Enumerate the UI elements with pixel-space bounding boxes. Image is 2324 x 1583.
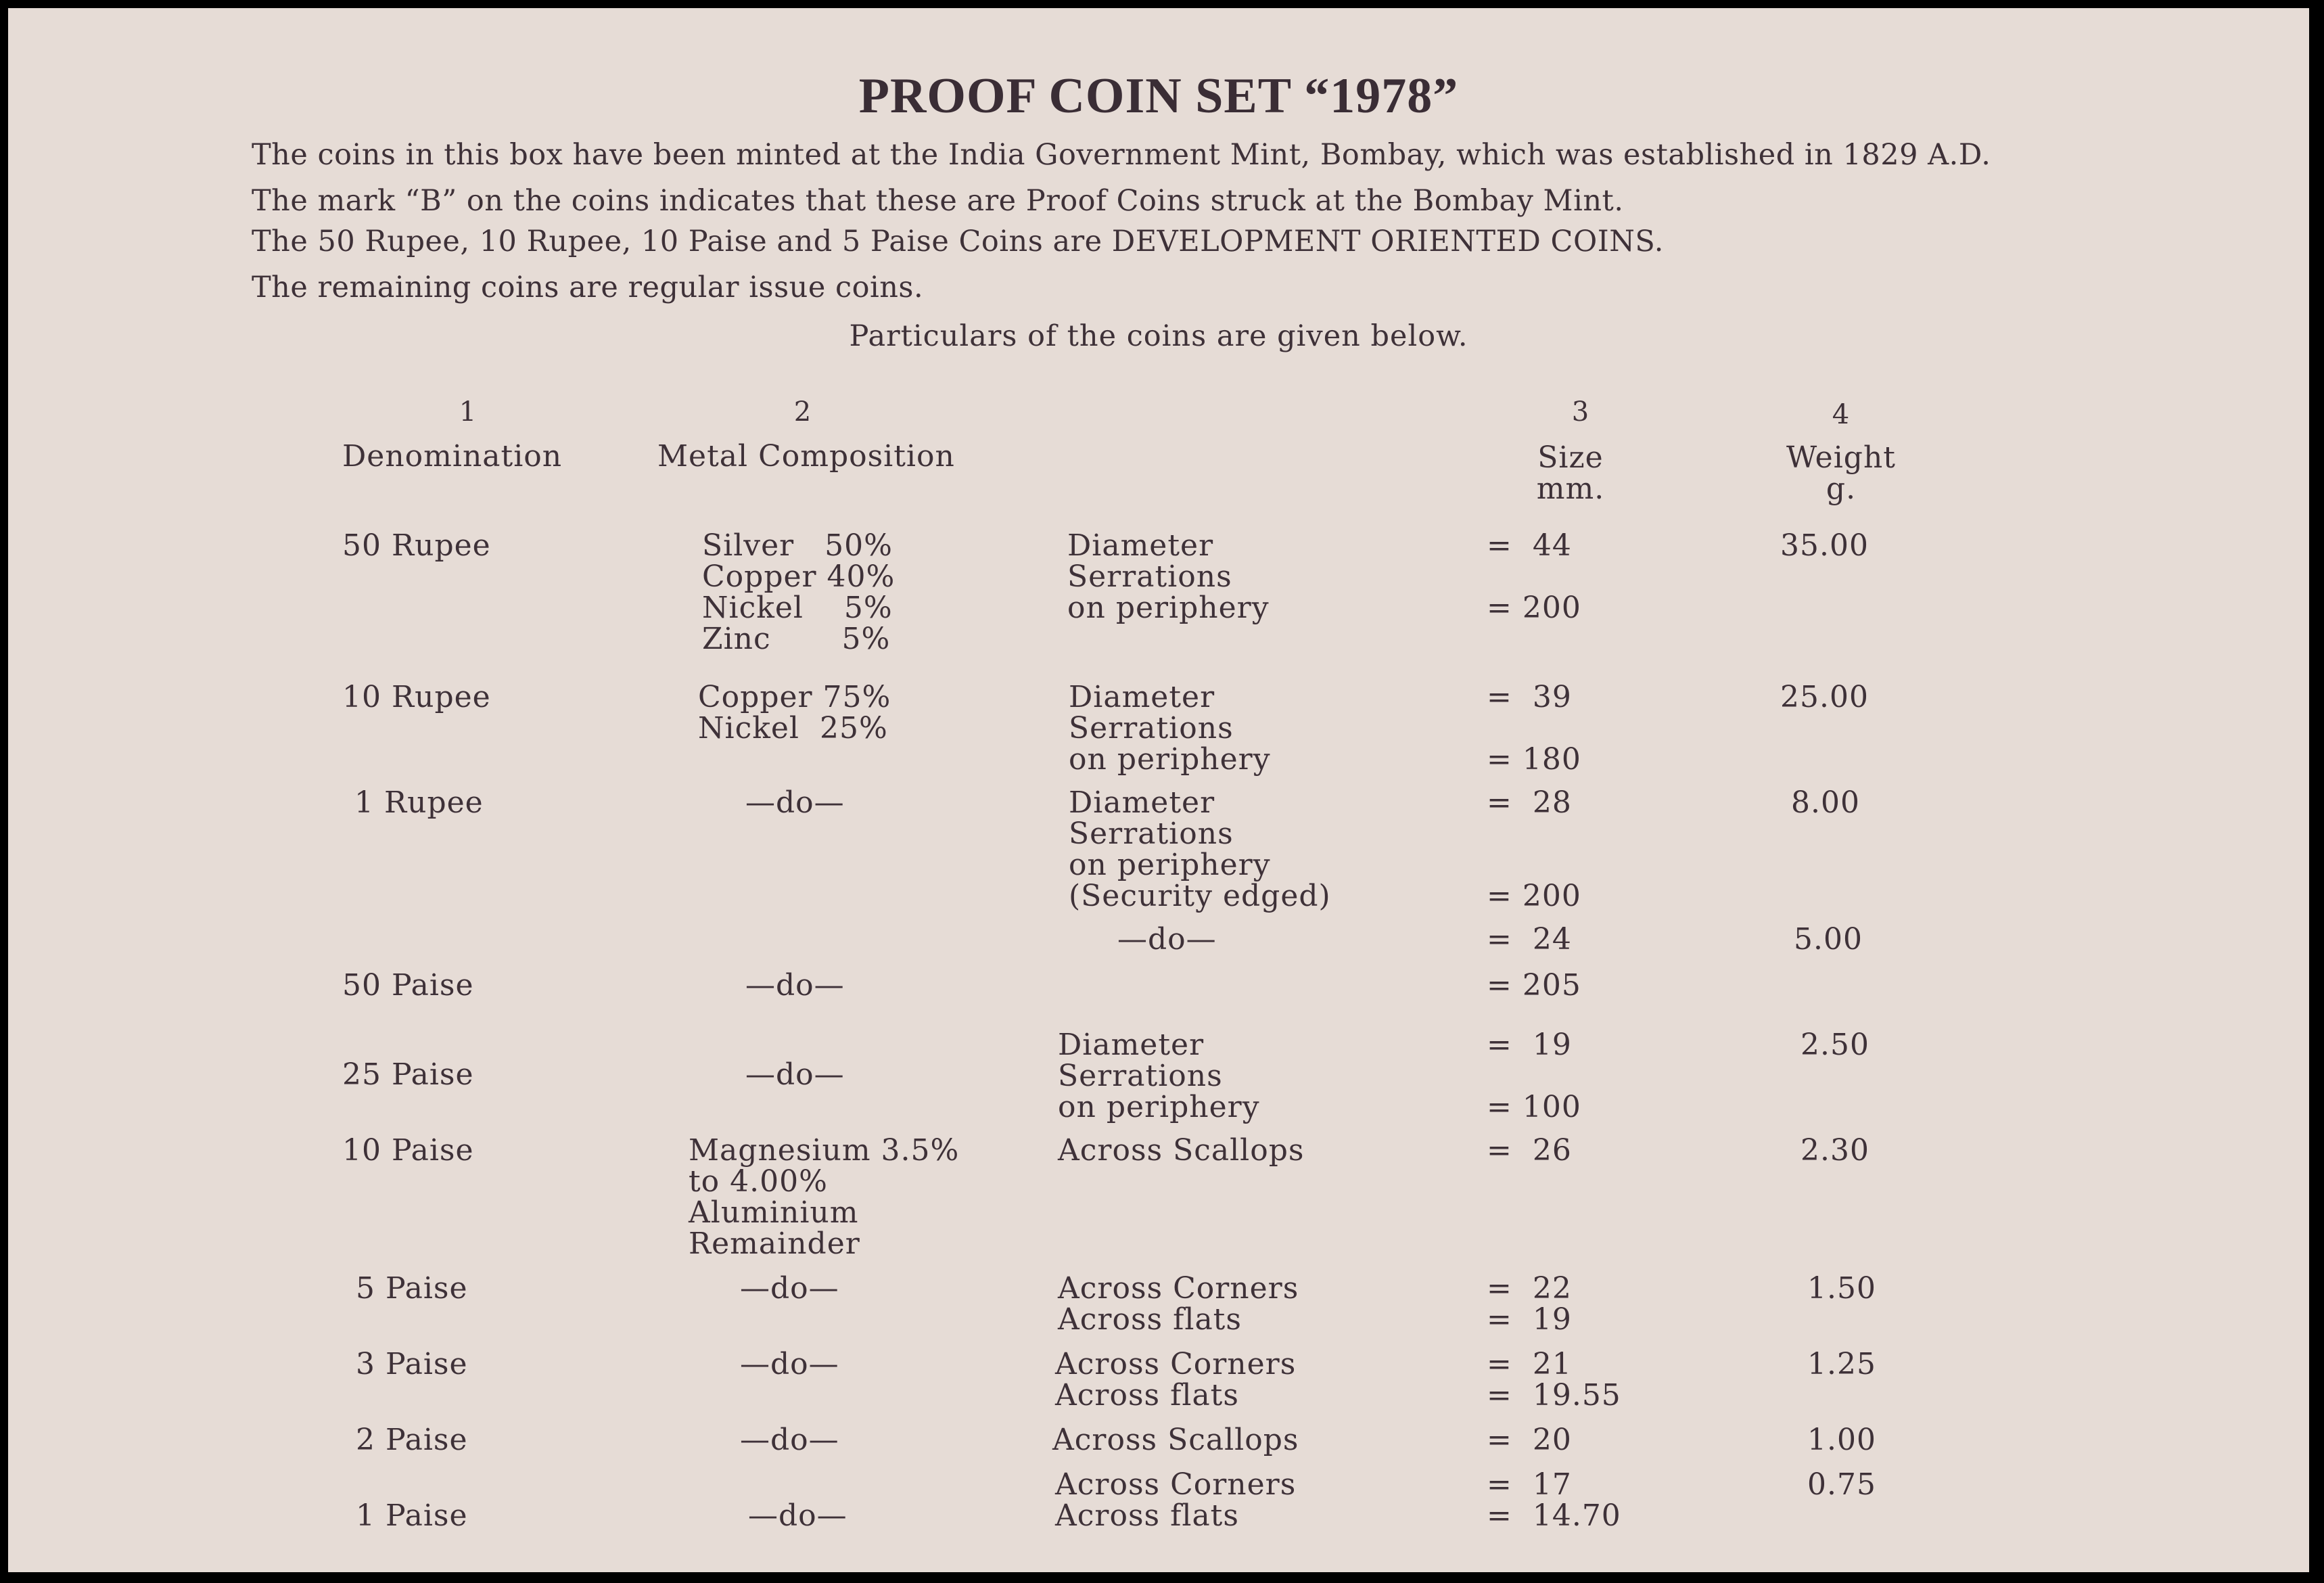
row-25-paise-weight: 2.50: [1800, 1028, 1869, 1062]
row-50-rupee-composition: Silver 50% Copper 40% Nickel 5% Zinc 5%: [702, 528, 896, 656]
row-unlabeled-weight: 5.00: [1794, 922, 1863, 957]
row-2-paise-denomination: 2 Paise: [356, 1423, 468, 1457]
row-1-paise-composition: —do—: [748, 1498, 847, 1533]
row-5-paise-composition: —do—: [740, 1271, 839, 1306]
row-5-paise-denomination: 5 Paise: [356, 1271, 468, 1306]
header-weight: Weight g.: [1786, 440, 1896, 506]
row-2-paise-composition: —do—: [740, 1423, 839, 1457]
row-1-paise-denomination: 1 Paise: [356, 1498, 468, 1533]
row-50-paise-size: = 205: [1487, 968, 1581, 1003]
header-metal-composition: Metal Composition: [657, 439, 955, 474]
row-1-paise-size: = 17 = 14.70: [1487, 1467, 1621, 1533]
row-10-paise-weight: 2.30: [1800, 1133, 1869, 1168]
row-25-paise-measure: Diameter Serrations on periphery: [1058, 1028, 1260, 1124]
header-denomination: Denomination: [342, 439, 563, 474]
row-1-rupee-measure: Diameter Serrations on periphery (Security edged): [1069, 785, 1331, 913]
row-1-rupee-denomination: 1 Rupee: [354, 785, 484, 820]
row-50-paise-denomination: 50 Paise: [342, 968, 474, 1003]
row-25-paise-composition: —do—: [745, 1057, 845, 1092]
header-size: Size mm.: [1536, 440, 1605, 506]
column-number-2: 2: [793, 396, 812, 428]
row-2-paise-measure: Across Scallops: [1052, 1423, 1299, 1457]
table-subheading: Particulars of the coins are given below.: [849, 319, 1468, 353]
row-1-rupee-composition: —do—: [745, 785, 845, 820]
row-3-paise-denomination: 3 Paise: [356, 1347, 468, 1381]
row-10-rupee-size: = 39 = 180: [1487, 680, 1581, 777]
intro-line-4: The remaining coins are regular issue coins.: [252, 271, 924, 304]
row-25-paise-denomination: 25 Paise: [342, 1057, 474, 1092]
column-number-4: 4: [1832, 399, 1851, 430]
row-3-paise-composition: —do—: [740, 1347, 839, 1381]
page-title: PROOF COIN SET “1978”: [858, 68, 1459, 124]
row-3-paise-size: = 21 = 19.55: [1487, 1347, 1621, 1413]
intro-line-1: The coins in this box have been minted at the India Government Mint, Bombay, which was established in 1829 A.D.: [252, 138, 1991, 172]
row-unlabeled-measure: —do—: [1117, 922, 1217, 957]
row-2-paise-weight: 1.00: [1807, 1423, 1876, 1457]
proof-set-card: [8, 8, 2309, 1572]
row-5-paise-measure: Across Corners Across flats: [1058, 1271, 1299, 1337]
row-10-rupee-measure: Diameter Serrations on periphery: [1069, 680, 1271, 777]
row-5-paise-size: = 22 = 19: [1487, 1271, 1572, 1337]
row-10-paise-composition: Magnesium 3.5% to 4.00% Aluminium Remainder: [689, 1133, 960, 1261]
row-unlabeled-size: = 24: [1487, 922, 1572, 957]
row-10-paise-size: = 26: [1487, 1133, 1572, 1168]
row-10-paise-denomination: 10 Paise: [342, 1133, 474, 1168]
row-1-rupee-size: = 28 = 200: [1487, 785, 1581, 913]
row-50-rupee-size: = 44 = 200: [1487, 528, 1581, 625]
row-50-rupee-weight: 35.00: [1780, 528, 1869, 563]
row-1-paise-measure: Across Corners Across flats: [1055, 1467, 1297, 1533]
row-10-rupee-denomination: 10 Rupee: [342, 680, 491, 714]
row-1-rupee-weight: 8.00: [1791, 785, 1860, 820]
row-10-rupee-composition: Copper 75% Nickel 25%: [698, 680, 891, 745]
row-25-paise-size: = 19 = 100: [1487, 1028, 1581, 1124]
row-3-paise-weight: 1.25: [1807, 1347, 1876, 1381]
row-10-paise-measure: Across Scallops: [1058, 1133, 1305, 1168]
row-50-paise-composition: —do—: [745, 968, 845, 1003]
row-2-paise-size: = 20: [1487, 1423, 1572, 1457]
intro-line-3: The 50 Rupee, 10 Rupee, 10 Paise and 5 Paise Coins are DEVELOPMENT ORIENTED COINS.: [252, 225, 1664, 258]
intro-line-2: The mark “B” on the coins indicates that these are Proof Coins struck at the Bombay Mint.: [252, 184, 1624, 218]
row-5-paise-weight: 1.50: [1807, 1271, 1876, 1306]
row-3-paise-measure: Across Corners Across flats: [1055, 1347, 1297, 1413]
row-10-rupee-weight: 25.00: [1780, 680, 1869, 714]
row-1-paise-weight: 0.75: [1807, 1467, 1876, 1502]
row-50-rupee-denomination: 50 Rupee: [342, 528, 491, 563]
column-number-1: 1: [459, 396, 478, 428]
row-50-rupee-measure: Diameter Serrations on periphery: [1067, 528, 1270, 625]
column-number-3: 3: [1571, 396, 1590, 428]
